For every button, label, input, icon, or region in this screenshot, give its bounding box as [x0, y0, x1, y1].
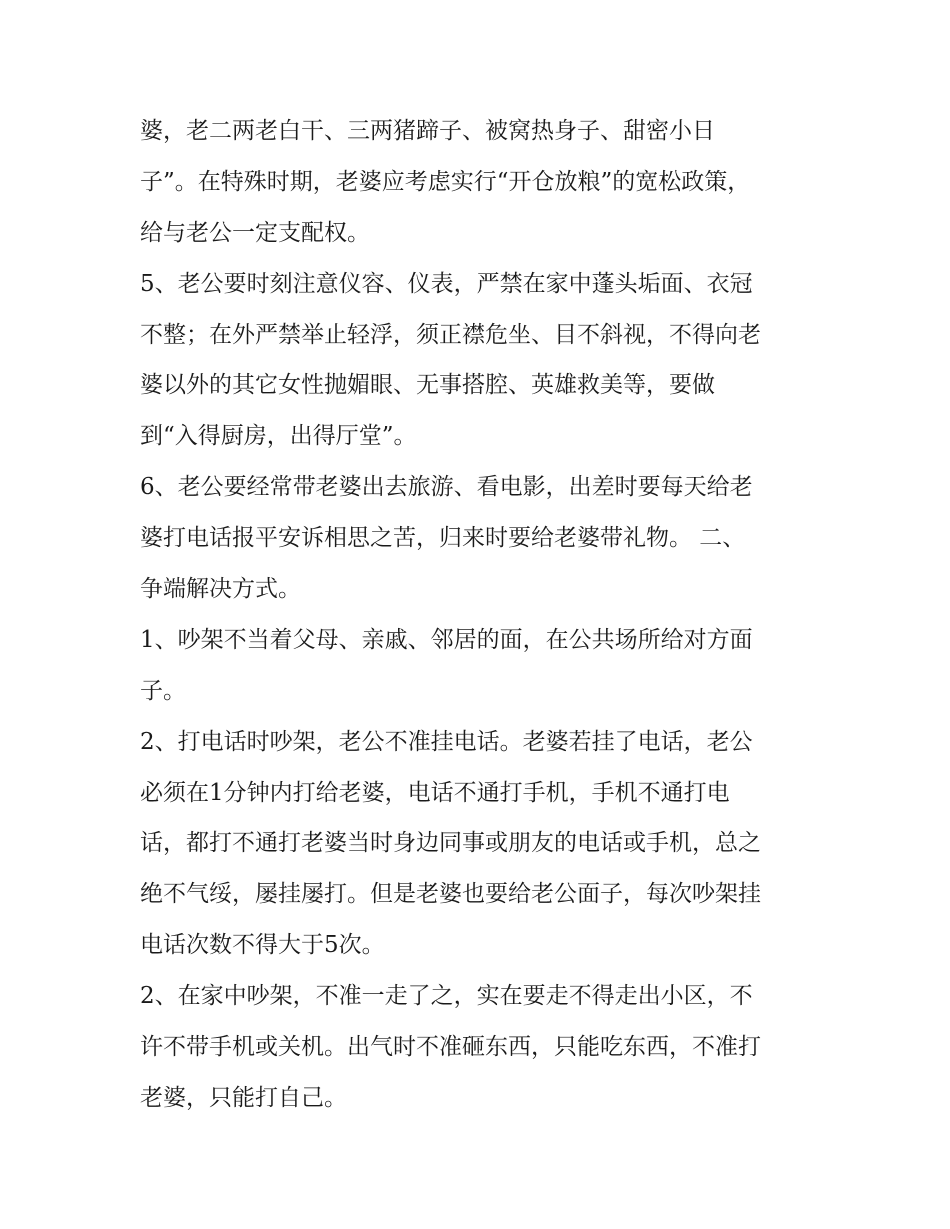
- text-line: 话，都打不通打老婆当时身边同事或朋友的电话或手机，总之: [140, 830, 761, 857]
- text-line: 2、打电话时吵架，老公不准挂电话。老婆若挂了电话，老公: [140, 728, 753, 755]
- text-line: 婆打电话报平安诉相思之苦，归来时要给老婆带礼物。 二、: [140, 525, 746, 552]
- text-line: 绝不气绥，屡挂屡打。但是老婆也要给老公面子，每次吵架挂: [140, 881, 761, 908]
- text-line: 1、吵架不当着父母、亲戚、邻居的面，在公共场所给对方面: [140, 626, 753, 653]
- text-line: 6、老公要经常带老婆出去旅游、看电影，出差时要每天给老: [140, 474, 753, 501]
- text-line: 婆以外的其它女性抛媚眼、无事搭腔、英雄救美等，要做: [140, 372, 715, 399]
- text-line: 电话次数不得大于5次。: [140, 932, 385, 959]
- text-line: 2、在家中吵架，不准一走了之，实在要走不得走出小区，不: [140, 983, 753, 1010]
- text-line: 许不带手机或关机。出气时不准砸东西，只能吃东西，不准打: [140, 1034, 761, 1061]
- text-line: 必须在1分钟内打给老婆，电话不通打手机，手机不通打电: [140, 779, 730, 806]
- text-line: 不整；在外严禁举止轻浮，须正襟危坐、目不斜视，不得向老: [140, 321, 761, 348]
- text-line: 给与老公一定支配权。: [140, 219, 370, 246]
- body-text: [140, 106, 830, 1124]
- text-line: 5、老公要时刻注意仪容、仪表，严禁在家中蓬头垢面、衣冠: [140, 270, 753, 297]
- text-line: 争端解决方式。: [140, 576, 301, 603]
- text-line: 子。: [140, 677, 186, 704]
- text-line: 老婆，只能打自己。: [140, 1084, 347, 1111]
- text-line: 子”。在特殊时期，老婆应考虑实行“开仓放粮”的宽松政策，: [140, 168, 751, 195]
- text-line: 婆，老二两老白干、三两猪蹄子、被窝热身子、甜密小日: [140, 118, 715, 144]
- text-line: 到“入得厨房，出得厅堂”。: [140, 423, 417, 450]
